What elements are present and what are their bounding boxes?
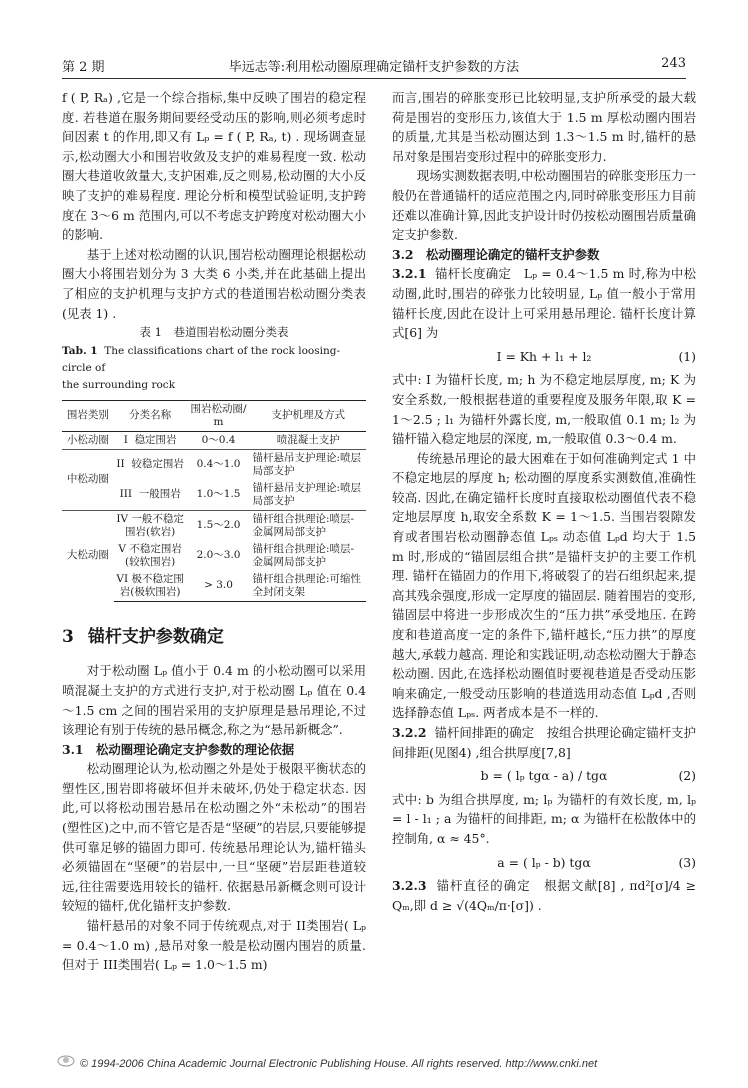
- paragraph: 3.2.1 锚杆长度确定 Lₚ = 0.4～1.5 m 时,称为中松动圈,此时,围岩的碎张力比较明显, Lₚ 值一般小于常用锚杆长度,因此在设计上可采用悬吊理论. 锚杆长度计算式[6] 为: [392, 266, 696, 341]
- paragraph: 式中: b 为组合拱厚度, m; lₚ 为锚杆的有效长度, m, lₚ = l - l₁ ; a 为锚杆的间排距, m; α 为锚杆在松散体中的控制角, α ≈ 45°.: [392, 791, 696, 846]
- table-cell: II 较稳定围岩: [114, 449, 187, 480]
- table-cell: V 不稳定围岩(较软围岩): [118, 542, 182, 568]
- table-row: [62, 449, 366, 480]
- table-row: [62, 431, 366, 449]
- table-row: [62, 510, 366, 541]
- group-cell: 大松动圈: [62, 510, 114, 601]
- subsection-heading: 3.2 松动圈理论确定的锚杆支护参数: [392, 246, 600, 262]
- table-cell: III 一般围岩: [119, 488, 181, 501]
- classification-table: [62, 400, 366, 602]
- header-rule: [62, 78, 686, 79]
- paragraph: 3.2.3 锚杆直径的确定 根据文献[8] , πd²[σ]/4 ≥ Qₘ,即 d ≥ √(4Qₘ/π·[σ]) .: [392, 878, 696, 913]
- table-caption: 表 1 巷道围岩松动圈分类表: [139, 325, 289, 340]
- equation-number: (3): [678, 854, 696, 870]
- equation-number: (2): [678, 768, 696, 784]
- table-header-cell: 支护机理及方式: [250, 400, 366, 431]
- publisher-logo-icon: [56, 1050, 76, 1070]
- table-header-cell: 围岩松动圈/ m: [187, 400, 251, 431]
- table-english-caption: [62, 343, 366, 377]
- issue-number: 第 2 期: [62, 60, 105, 75]
- copyright-footer: © 1994-2006 China Academic Journal Electronic Publishing House. All rights reserved. http://www.cnki.net: [80, 1058, 598, 1070]
- equation-2: b = ( lₚ tgα - a) / tgα (2): [392, 766, 696, 786]
- group-cell: 小松动圈: [66, 433, 109, 446]
- table-cell: 锚杆悬吊支护理论:喷层局部支护: [252, 481, 361, 507]
- table-cell: 1.5～2.0: [187, 510, 251, 541]
- table-label: Tab. 1: [62, 344, 98, 357]
- table-header-row: [62, 400, 366, 431]
- running-title: 毕远志等:利用松动圈原理确定锚杆支护参数的方法: [228, 60, 520, 75]
- section-heading: [62, 628, 366, 648]
- paragraph: 而言,围岩的碎胀变形已比较明显,支护所承受的最大载荷是围岩的变形压力,该值大于 1.5 m 厚松动圈内围岩的质量,尤其是当松动圈达到 1.3～1.5 m 时,锚杆的悬吊对象是围岩变形过程中的碎胀变形力.: [392, 90, 696, 164]
- subsection-heading: 3.1 松动圈理论确定支护参数的理论依据: [62, 741, 295, 757]
- table-cell: VI 极不稳定围岩(极软围岩): [114, 571, 187, 602]
- table-english-title: The classifications chart of the rock loosing-circle of: [62, 344, 341, 374]
- paragraph: 锚杆悬吊的对象不同于传统观点,对于 II类围岩( Lₚ = 0.4～1.0 m) ,悬吊对象一般是松动圈内围岩的质量. 但对于 III类围岩( Lₚ = 1.0～1.5 m): [62, 918, 366, 973]
- subsubsection-number: 3.2.3: [392, 878, 427, 894]
- paragraph: 传统悬吊理论的最大困难在于如何准确判定式 1 中不稳定地层的厚度 h; 松动圈的厚度系实测数值,准确性较高. 因此,在确定锚杆长度时直接取松动圈值代表不稳定地层厚度 h,取安全系数 K = 1～1.5. 当围岩裂隙发育或者围岩松动圈静态值 Lₚₛ 动态值 Lₚd 均大于 1.5 m 时,形成的“锚固层组合拱”是锚杆支护的主要工作机理. 锚杆在锚固力的作用下,将破裂了的岩石组织起来,提高其残余强度,形成一定厚度的锚固层. 随着围岩的变形,锚固层中将进一步形成次生的“压力拱”承受地压. 在跨度和巷道高度一定的条件下,锚杆越长,“压力拱”的厚度越大,承载力越高. 理论和实践证明,动态松动圈大于静态松动圈. 因此,在选择松动圈值时要视巷道是否受动压影响来确定,一般受动压影响的巷道选用动态值 Lₚd ,否则选择静态值 Lₚₛ. 两者成本是不一样的.: [392, 450, 696, 721]
- equation-3: a = ( lₚ - b) tgα (3): [392, 853, 696, 873]
- table-cell: > 3.0: [187, 571, 251, 602]
- subsubsection-number: 3.2.1: [392, 266, 427, 282]
- paragraph: 松动圈理论认为,松动圈之外是处于极限平衡状态的塑性区,围岩即将破坏但并未破坏,仍处于稳定状态. 因此,可以将松动围岩悬吊在松动圈之外“未松动”的围岩(塑性区)之中,而不管它是否是“坚硬”的岩层,只要能够提供可靠足够的锚固力即可. 传统悬吊理论认为,锚杆锚头必须锚固在“坚硬”的岩层中,一旦“坚硬”岩层距巷道较远,往往需要选用较长的锚杆. 依据悬吊新概念则可设计较短的锚杆,优化锚杆支护参数.: [62, 761, 366, 914]
- section-number: 3: [62, 626, 74, 647]
- table-cell: I 稳定围岩: [123, 433, 177, 446]
- table-cell: 2.0～3.0: [196, 549, 241, 562]
- page-number: 243: [661, 56, 686, 71]
- table-header-cell: 分类名称: [114, 400, 187, 431]
- table-english-caption-cont: the surrounding rock: [62, 378, 176, 391]
- paragraph: 3.2.2 锚杆间排距的确定 按组合拱理论确定锚杆支护间排距(见图4) ,组合拱厚度[7,8]: [392, 725, 696, 760]
- paragraph: 现场实测数据表明,中松动圈围岩的碎胀变形压力一般仍在普通锚杆的适应范围之内,同时碎胀变形压力目前还难以准确计算,因此支护设计时仍按松动圈围岩质量确定支护参数.: [392, 168, 696, 243]
- table-cell: 0.4～1.0: [187, 449, 251, 480]
- group-cell: 中松动圈: [62, 449, 114, 510]
- running-header: [62, 56, 686, 78]
- section-title: 锚杆支护参数确定: [87, 626, 224, 647]
- paragraph: 基于上述对松动圈的认识,围岩松动圈理论根据松动圈大小将围岩划分为 3 大类 6 小类,并在此基础上提出了相应的支护机理与支护方式的巷道围岩松动圈分类表(见表 1) .: [62, 246, 366, 321]
- left-column: [62, 88, 366, 975]
- paragraph: 式中: I 为锚杆长度, m; h 为不稳定地层厚度, m; K 为安全系数,一般根据巷道的重要程度及服务年限,取 K = 1～2.5 ; l₁ 为锚杆外露长度, m,一般取值 0.1 m; l₂ 为锚杆锚入稳定地层的深度, m,一般取值 0.3～0.4 m.: [392, 372, 696, 447]
- table-cell: 锚杆组合拱理论:喷层-金属网局部支护: [252, 542, 355, 568]
- table-header-cell: 围岩类别: [62, 400, 114, 431]
- equation-number: (1): [678, 348, 696, 364]
- table-cell: 锚杆组合拱理论:喷层-金属网局部支护: [250, 510, 366, 541]
- table-cell: 0～0.4: [201, 433, 236, 446]
- table-cell: 喷混凝土支护: [276, 433, 340, 446]
- right-column: [392, 88, 696, 915]
- paragraph: 对于松动圈 Lₚ 值小于 0.4 m 的小松动圈可以采用喷混凝土支护的方式进行支护,对于松动圈 Lₚ 值在 0.4～1.5 cm 之间的围岩采用的支护原理是悬吊理论,不过该理论有别于传统的悬吊概念,称之为“悬吊新概念”.: [62, 663, 366, 738]
- equation-1: I = Kh + l₁ + l₂ (1): [392, 347, 696, 367]
- subsubsection-number: 3.2.2: [392, 725, 427, 740]
- table-cell: 锚杆悬吊支护理论:喷层局部支护: [250, 449, 366, 480]
- table-cell: IV 一般不稳定围岩(软岩): [114, 510, 187, 541]
- paragraph: f ( P, Rₐ) ,它是一个综合指标,集中反映了围岩的稳定程度. 若巷道在服务期间要经受动压的影响,则必须考虑时间因素 t 的作用,即又有 Lₚ = f ( P, Rₐ, t) . 现场调查显示,松动圈大小和围岩收敛及支护的难易程度一致. 松动圈大巷道收敛量大,支护困难,反之则易,松动圈的大小反映了支护的难易程度. 理论分析和模型试验证明,支护跨度在 3～6 m 范围内,可以不考虑支护跨度对松动圈大小的影响.: [62, 90, 366, 243]
- table-cell: 锚杆组合拱理论:可缩性全封闭支架: [250, 571, 366, 602]
- table-cell: 1.0～1.5: [196, 488, 241, 501]
